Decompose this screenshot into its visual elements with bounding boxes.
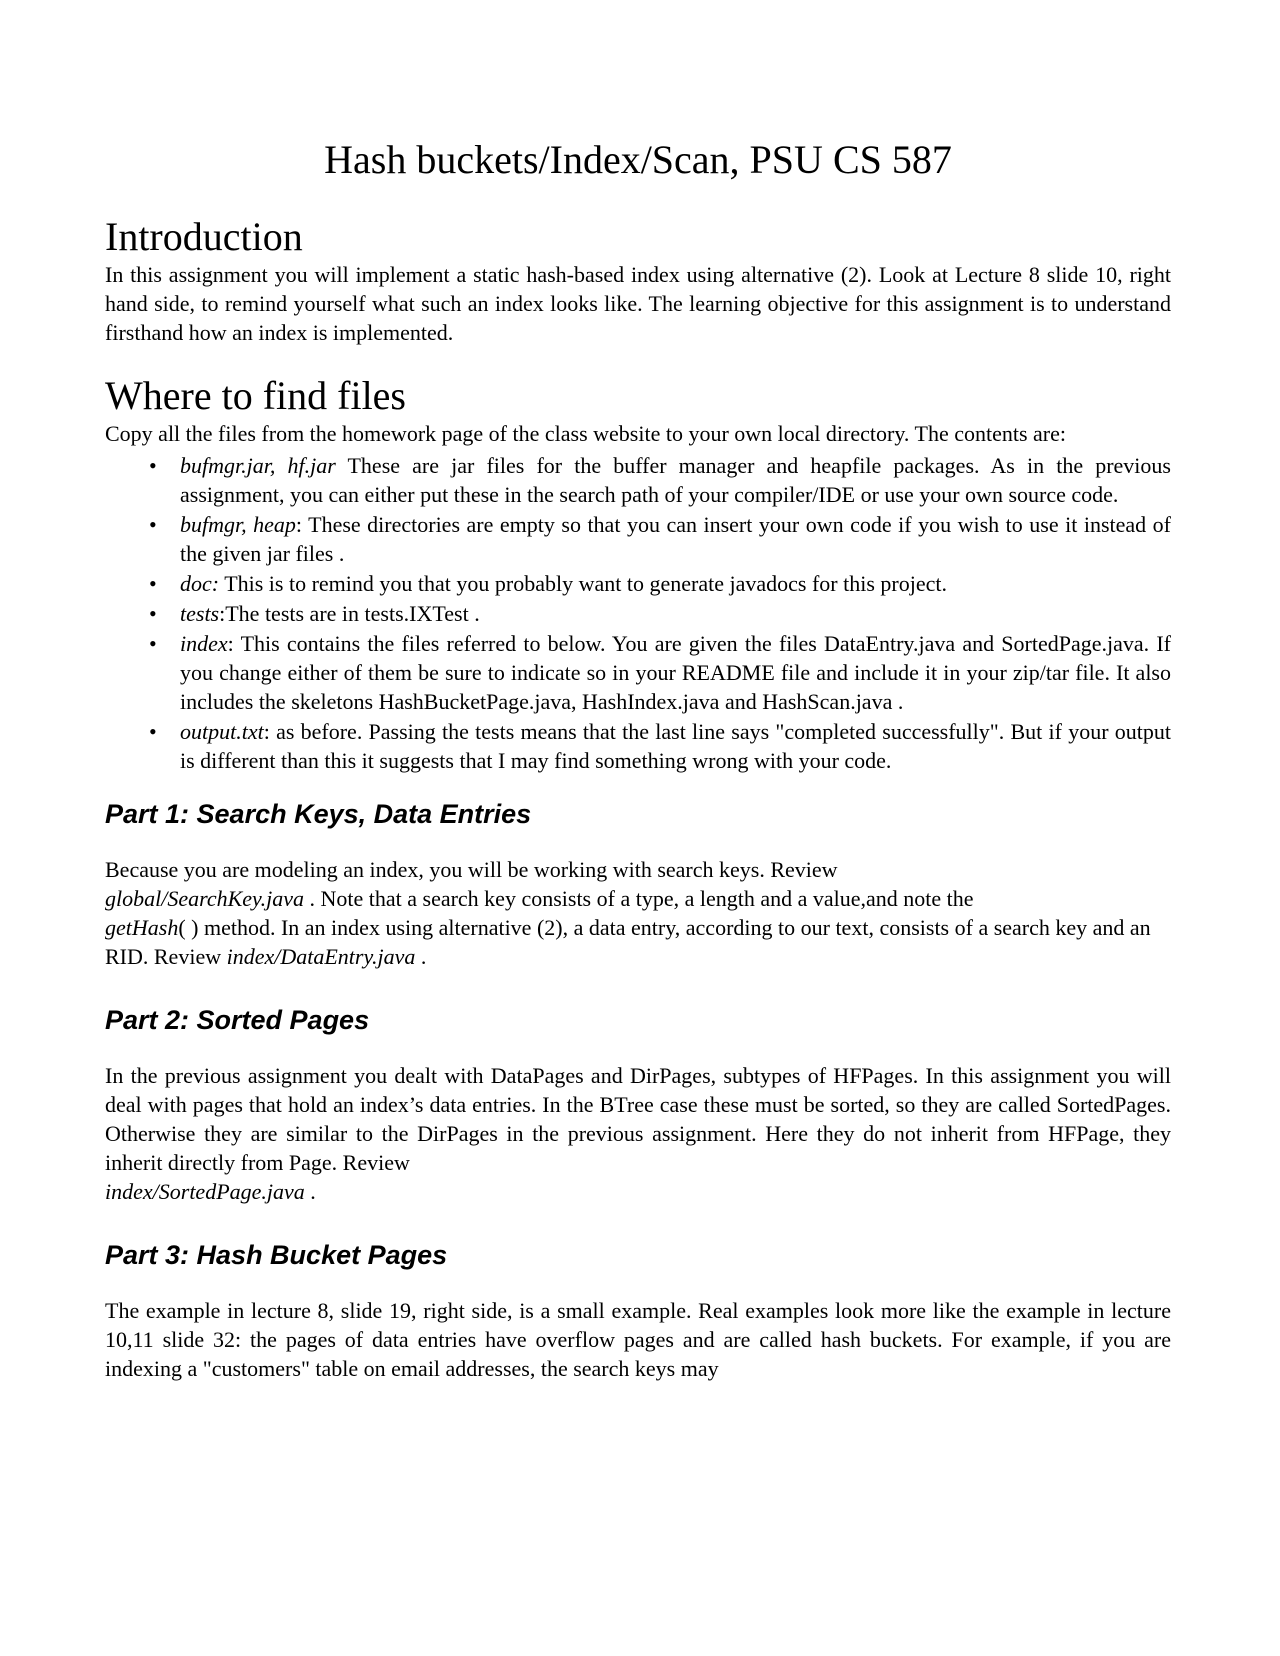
files-list: [105, 451, 1171, 775]
file-description: : These directories are empty so that you can insert your own code if you wish to use it instead of the given jar files .: [180, 512, 1171, 566]
part1-method-ref: getHash: [105, 915, 179, 940]
list-item: [149, 510, 1171, 568]
list-item: [149, 451, 1171, 509]
bullet-icon: •: [149, 453, 157, 478]
file-term: tests: [180, 601, 220, 626]
part2-text: .: [304, 1179, 316, 1204]
file-description: These are jar files for the buffer manager and heapfile packages. As in the previous assignment, you can either put these in the search path of your compiler/IDE or use your own source code.: [180, 453, 1171, 507]
part1-text: .: [415, 944, 427, 969]
part3-paragraph: The example in lecture 8, slide 19, right side, is a small example. Real examples look more like the example in lecture 10,11 slide 32: the pages of data entries have overflow pages and are called hash buckets. For example, if you are indexing a "customers" table on email addresses, the search keys may: [105, 1298, 1171, 1381]
part3-heading: Part 3: Hash Bucket Pages: [105, 1240, 448, 1270]
part2-file-ref: index/SortedPage.java: [105, 1179, 305, 1204]
files-heading: Where to find files: [105, 373, 406, 418]
introduction-heading: Introduction: [105, 214, 303, 259]
part1-text: Because you are modeling an index, you will be working with search keys. Review: [105, 857, 838, 882]
file-description: : This contains the files referred to below. You are given the files DataEntry.java and SortedPage.java. If you change either of them be sure to indicate so in your README file and include it in your zip/tar file. It also includes the skeletons HashBucketPage.java, HashIndex.java and HashScan.java .: [180, 631, 1171, 714]
file-description: : as before. Passing the tests means that the last line says "completed successfully". But if your output is different than this it suggests that I may find something wrong with your code.: [180, 719, 1171, 773]
file-term: doc:: [180, 571, 220, 596]
part1-file-ref: index/DataEntry.java: [226, 944, 416, 969]
list-item: [149, 569, 1171, 598]
part1-paragraph: [105, 855, 1171, 971]
bullet-icon: •: [149, 601, 157, 626]
file-term: index: [180, 631, 228, 656]
file-description: This is to remind you that you probably want to generate javadocs for this project.: [219, 571, 947, 596]
file-term: bufmgr, heap: [180, 512, 296, 537]
part2-paragraph: [105, 1061, 1171, 1206]
part1-heading: Part 1: Search Keys, Data Entries: [105, 799, 532, 829]
part2-heading: Part 2: Sorted Pages: [105, 1005, 370, 1035]
bullet-icon: •: [149, 719, 157, 744]
document-title: Hash buckets/Index/Scan, PSU CS 587: [324, 137, 952, 182]
part2-text: In the previous assignment you dealt with DataPages and DirPages, subtypes of HFPages. In this assignment you will deal with pages that hold an index’s data entries. In the BTree case these must be sorted, so they are called SortedPages. Otherwise they are similar to the DirPages in the previous assignment. Here they do not inherit from HFPage, they inherit directly from Page. Review: [105, 1063, 1171, 1175]
list-item: [149, 629, 1171, 716]
file-term: output.txt: [180, 719, 264, 744]
files-intro-paragraph: Copy all the files from the homework page of the class website to your own local directory. The contents are:: [105, 421, 1066, 446]
part1-file-ref: global/SearchKey.java: [105, 886, 304, 911]
introduction-paragraph: In this assignment you will implement a static hash-based index using alternative (2). Look at Lecture 8 slide 10, right hand side, to remind yourself what such an index looks like. The learning objective for this assignment is to understand firsthand how an index is implemented.: [105, 262, 1171, 345]
bullet-icon: •: [149, 512, 157, 537]
part1-text: ( ) method. In an index using alternative (2), a data entry, according to our text, consists of a search key and an RID. Review: [105, 915, 1151, 969]
list-item: [149, 717, 1171, 775]
part1-text: . Note that a search key consists of a type, a length and a value,and note the: [303, 886, 974, 911]
bullet-icon: •: [149, 631, 157, 656]
list-item: [149, 599, 1171, 628]
document-content: [105, 0, 1171, 1383]
file-term: bufmgr.jar, hf.jar: [180, 453, 336, 478]
bullet-icon: •: [149, 571, 157, 596]
file-description: :The tests are in tests.IXTest .: [219, 601, 480, 626]
